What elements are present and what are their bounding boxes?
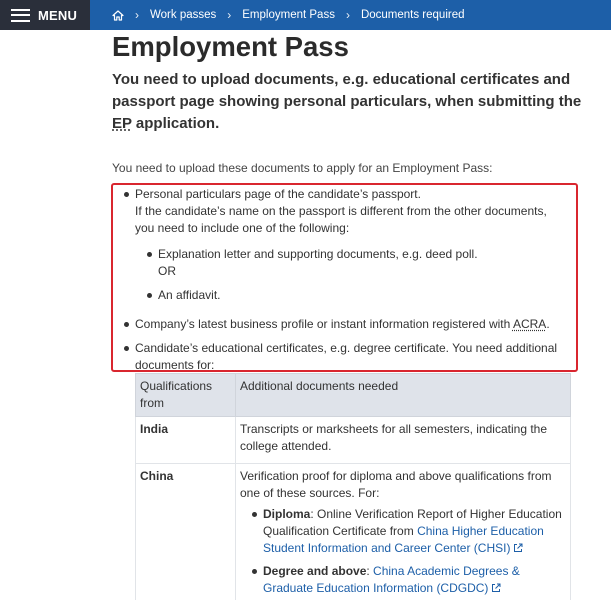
sub-item-text: An affidavit.: [158, 288, 221, 302]
external-link-icon[interactable]: [513, 543, 523, 553]
bullet-icon: [124, 322, 129, 327]
bullet-icon: [147, 293, 152, 298]
bullet-icon: [252, 512, 257, 517]
list-item-text: Personal particulars page of the candidate’s passport.: [135, 187, 421, 201]
table-row: [136, 464, 571, 600]
bullet-icon: [252, 569, 257, 574]
source-text: :: [366, 564, 374, 578]
list-item: [240, 506, 566, 557]
list-item-text: [135, 316, 550, 333]
list-item-text-main: Company’s latest business profile or instant information registered with: [135, 317, 511, 331]
table-cell-country: China: [136, 464, 236, 600]
sub-item-text: OR: [158, 264, 176, 278]
list-item-text-end: .: [546, 317, 550, 331]
intro-text: You need to upload these documents to apply for an Employment Pass:: [112, 161, 493, 175]
cdgdc-link[interactable]: China Academic Degrees & Graduate Education Information (CDGDC): [263, 564, 520, 595]
table-cell-documents: [236, 464, 571, 600]
top-navigation-bar: [0, 0, 611, 30]
bullet-icon: [124, 346, 129, 351]
chevron-right-icon: ›: [135, 8, 139, 22]
breadcrumb-documents-required[interactable]: Documents required: [360, 9, 465, 21]
table-header-row: [136, 374, 571, 417]
lead-text-end: application.: [135, 115, 220, 132]
list-item-text: If the candidate’s name on the passport is different from the other documents,: [135, 204, 547, 218]
ep-abbreviation[interactable]: EP: [112, 115, 132, 132]
breadcrumb-work-passes[interactable]: Work passes: [150, 9, 217, 21]
page-lead: [112, 69, 582, 135]
list-item-text: documents for:: [135, 358, 215, 372]
source-label: Diploma: [263, 507, 311, 521]
list-item: [240, 563, 566, 597]
breadcrumb-home[interactable]: [112, 10, 124, 21]
chsi-link[interactable]: China Higher Education Student Information and Career Center (CHSI): [263, 524, 544, 555]
additional-documents-table: [135, 373, 571, 600]
page-title: Employment Pass: [112, 31, 349, 62]
table-header-qualifications: Qualifications from: [136, 374, 236, 417]
source-list: [240, 506, 566, 597]
chevron-right-icon: ›: [227, 8, 232, 22]
hamburger-icon: [11, 9, 30, 22]
source-text: : Online Verification Report of Higher Education Qualification Certificate from: [263, 507, 562, 538]
table-cell-documents: Transcripts or marksheets for all semesters, indicating the college attended.: [236, 417, 571, 464]
chevron-right-icon: ›: [345, 8, 350, 22]
list-item-text: you need to include one of the following:: [135, 221, 350, 235]
home-icon: [112, 10, 124, 21]
source-label: Degree and above: [263, 564, 367, 578]
bullet-icon: [147, 252, 152, 257]
table-cell-text: Verification proof for diploma and above qualifications from one of these sources. For:: [240, 469, 552, 500]
table-cell-country: India: [136, 417, 236, 464]
breadcrumb-employment-pass[interactable]: Employment Pass: [242, 9, 335, 21]
menu-button[interactable]: [0, 0, 90, 30]
bullet-icon: [124, 192, 129, 197]
breadcrumb: [90, 0, 611, 30]
external-link-icon[interactable]: [491, 583, 501, 593]
table-row: [136, 417, 571, 464]
list-item-text: Candidate’s educational certificates, e.g. degree certificate. You need additional: [135, 341, 558, 355]
sub-item-text: Explanation letter and supporting documents, e.g. deed poll.: [158, 247, 478, 261]
acra-abbreviation[interactable]: ACRA: [512, 317, 547, 331]
table-header-documents: Additional documents needed: [236, 374, 571, 417]
lead-text: You need to upload documents, e.g. educational certificates and passport page showing personal particulars, when submitting the: [112, 71, 582, 110]
menu-label: MENU: [38, 7, 78, 23]
